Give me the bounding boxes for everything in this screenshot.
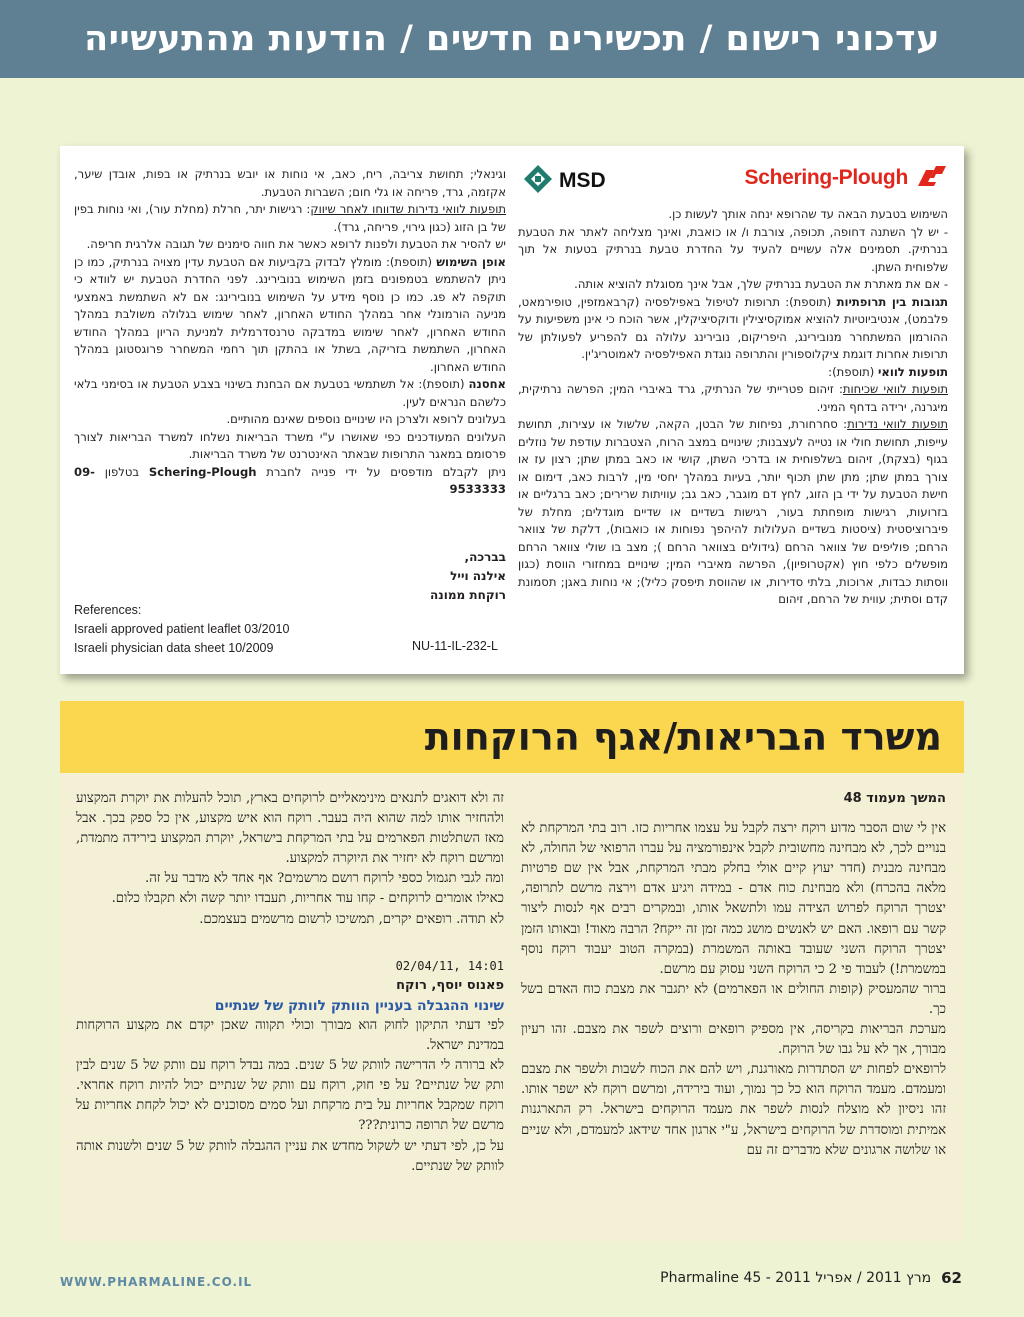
contact-mid: בטלפון	[104, 464, 140, 479]
article-paragraph: לא תודה. רופאים יקרים, תמשיכו לרשום מרשמים בעצמכם.	[199, 911, 504, 927]
schering-plough-logo	[744, 166, 948, 190]
contact-prefix: ניתן לקבלם מודפסים על ידי פנייה לחברת	[266, 464, 507, 479]
ad-paragraph: - יש לך השתנה דחופה, תכופה, צורבת ו/ או כואבת, ואינך מצליחה לאתר את הטבעת בנרתיק. תסמינים אלה עשויים להעיד על החדרת טבעת בנרתיק בטעות אל תוך שלפוחית השתן.	[518, 224, 948, 274]
ad-after-marketing-paragraph	[74, 201, 506, 236]
interactions-text: (תוספת): תרופות לטיפול באפילפסיה (קרבאמזפין, טופירמאט, פלבמט), אנטיביוטיות להוציא אמוקסיצילין ודוקסיציקלין, אשר הוכח כי אינן משפיעות על ההורמון המשתחרר מנובירינג, היפריקום, נובירינג עלולה גם להפריע לפעולתן של תרופות אחרות דוגמת ציקלוספורין והתרופה נוגדת האפילפסיה לאמוטריג'ין.	[518, 294, 948, 361]
spacer	[76, 930, 504, 956]
ad-contact-paragraph	[74, 464, 506, 499]
reference-item: Israeli approved patient leaflet 03/2010	[74, 622, 290, 636]
article-left-column	[76, 789, 504, 1177]
article-paragraph: לפי דעתי התיקון לחוק הוא מבורך וכולי תקווה שאכן יקדם את מקצוע הרוקחות במדינת ישראל.	[76, 1017, 504, 1054]
ad-common-effects-paragraph	[518, 381, 948, 416]
page-number: 62	[941, 1269, 962, 1287]
continued-from-label: המשך מעמוד 48	[843, 791, 946, 806]
ad-left-column	[74, 166, 506, 499]
side-effects-suffix: (תוספת):	[828, 364, 875, 379]
common-effects-label: תופעות לוואי שכיחות	[842, 382, 949, 396]
footer-url: WWW.PHARMALINE.CO.IL	[60, 1275, 253, 1289]
after-marketing-label: תופעות לוואי נדירות שדווחו לאחר שיווק	[310, 202, 506, 216]
ad-signature	[74, 548, 506, 605]
after-marketing-text: : רגישות יתר, חרלת (מחלת עור), ואי נוחות בפין של בן הזוג (כגון גירוי, פריחה, גרד).	[74, 202, 506, 234]
section-title-band	[60, 701, 964, 773]
article-paragraph: לא ברורה לי הדרישה לוותק של 5 שנים. במה נבדל רוקח עם וותק של 5 שנים לבין ותק של שנתיים? על פי חוק, רוקח עם וותק של שנתיים יכול להיות רוקח אחראי. רוקח שמקבל אחריות על בית מרקחת ועל סמים מסוכנים לא יכול לקחת אחריות על מרשם של תרופה כרונית???	[76, 1058, 504, 1134]
msd-mark-icon	[523, 164, 553, 198]
msd-logo	[523, 164, 606, 198]
ad-reference-code: NU-11-IL-232-L	[412, 639, 498, 653]
ad-references	[74, 601, 289, 658]
article-paragraph: אין לי שום הסבר מדוע רוקח ירצה לקבל על עצמו אחריות כזו. רוב בתי המרקחת לא בנויים לכך, לא מבחינה מחשובית לקבל אינפורמציה על עברו הרפואי של החולה, לא מבחינה מבנית (חדר יעוץ קיים אולי בחלק מבתי המרקחת, אבל אין שם פרטיות מלאה בהכרח) ולא מבחינת כוח אדם - במידה ויגיע אדם וירצה מרשם לתרופה, יצטרך הרוקח לפרוש הצידה עמו ולתשאל אותו, ובמקרים רבים אף לנסות ליצור קשר עם רופאו. האם יש לאנשים מושג כמה זמן זה ייקח? הרבה מאוד! ובאותו הזמן יצטרך הרוקח השני שעובד באותה המשמרת (במקרה הטוב יעבוד רוקח נוסף במשמרת!) לעבוד פי 2 כי הרוקח השני עסוק עם מרשם.	[521, 821, 946, 977]
side-effects-label: תופעות לוואי	[877, 364, 948, 379]
ad-right-column	[518, 206, 948, 609]
article-paragraph: כאילו אומרים לרוקחים - קחו עוד אחריות, תעבדו יותר קשה ולא תקבלו כלום.	[111, 891, 504, 907]
ad-paragraph: השימוש בטבעת הבאה עד שהרופא ינחה אותך לעשות כן.	[668, 207, 948, 221]
footer-issue: Pharmaline 45 - 2011 מרץ 2011 / אפריל	[660, 1270, 932, 1286]
ad-paragraph: העלונים המעודכנים כפי שאושרו ע"י משרד הבריאות נשלחו למשרד הבריאות לצורך פרסומם במאגר התרופות שבאתר האינטרנט של משרד הבריאות.	[74, 429, 506, 461]
ad-storage-paragraph	[74, 376, 506, 411]
ad-side-effects-heading	[518, 364, 948, 382]
ad-interactions-paragraph	[518, 294, 948, 364]
comment-timestamp: 14:01 ,02/04/11	[395, 958, 504, 973]
signature-line: בברכה,	[464, 550, 506, 564]
article-body	[60, 773, 964, 1243]
page-header-title: עדכוני רישום / תכשירים חדשים / הודעות מהתעשייה	[84, 19, 940, 59]
reference-item: Israeli physician data sheet 10/2009	[74, 641, 274, 655]
advertisement-box	[60, 146, 964, 674]
references-title: References:	[74, 603, 142, 617]
signature-line: אילנה וייל	[450, 569, 506, 583]
article-right-column	[521, 789, 946, 1161]
rare-effects-label: תופעות לוואי נדירות	[847, 417, 948, 431]
contact-phone: 09-9533333	[74, 464, 506, 496]
usage-text: (תוספת): מומלץ לבדוק בקביעות אם הטבעת עדין מצויה בנרתיק, כמו כן ניתן להשתמש בטמפונים בזמן השימוש בנובירינג. לפני החדרת הטבעת יש לוודא כי תוקפה לא פג. כמו כן נוסף מידע על השימוש בנובירינג: אם לא השתמשת באמצעי מניעה הורמונלי אחר במהלך החודש האחרון, לאחר שימוש בגלולה משולבת במהלך החודש האחרון, לאחר שימוש במדבקה טרנסדרמלית למניעת הריון במהלך החודש האחרון, השתמשת בזריקה, בשתל או בהתקן תוך רחמי המשחרר פרוגסטוגן במהלך החודש האחרון.	[74, 254, 506, 374]
interactions-label: תגובות בין תרופתיות	[836, 294, 949, 309]
article-paragraph: זה ולא דואגים לתנאים מינימאליים לרוקחים בארץ, תוכל להעלות את יוקרת המקצוע ולהחזיר אותו למה שהוא היה בעבר. רוקח הוא איש מקצוע, אין כל ספק בכך. אבל מאז השתלטות הפארמים על בתי המרקחת בישראל, יוקרת המקצוע בירידה מתמדת, ומרשם רוקח לא יחזיר את היוקרה למקצוע.	[76, 791, 504, 867]
ad-paragraph: - אם את מאתרת את הטבעת בנרתיק שלך, אבל אינך מסוגלת להוציא אותה.	[574, 277, 948, 291]
ad-usage-paragraph	[74, 254, 506, 377]
article-paragraph: על כן, לפי דעתי יש לשקול מחדש את עניין ההגבלה לוותק של 5 שנים ולשנות אותה לוותק של שנתיים.	[76, 1138, 504, 1174]
schering-plough-mark-icon	[914, 166, 948, 190]
common-effects-text: : זיהום פטרייתי של הנרתיק, גרד באיברי המין; הפרשה נרתיקית, מיגרנה, ירידה בדחף המיני.	[518, 382, 948, 414]
section-title: משרד הבריאות/אגף הרוקחות	[424, 715, 942, 759]
rare-effects-text: : סחרחורת, נפיחות של הבטן, הקאה, שלשול או עצירות, תחושת עייפות, תחושת חולי או נטייה לעצבנות; שינויים במצב הרוח, הצטברות עודפת של נוזלים בגוף (בצקת), זיהום בשלפוחית או בדרכי השתן, קושי או כאב במתן שתן; רצון עז או צורך במתן שתן; מתן שתן תכוף יותר, בעיות במהלך יחסי מין, לרבות כאב, דימום או חישת הטבעת על ידי בן הזוג, לחץ דם מוגבר, כאב גב; עוויתות שרירים; כאב ברגליים או בזרועות, רגישות מופחתת בעור, רגישות בשדיים או שדיים מוגדלים; מחלת של פיברוציסטית (ציסטות בשדיים העלולות להיהפך נפוחות או כואבות), דלקת של צוואר הרחם; פוליפים של צוואר הרחם (גידולים בצוואר הרחם ); מצב בו שולי צוואר הרחם מופשלים כלפי חוץ (אקטרופיון), הפרשה מאיברי המין; שינויים במחזורי הווסת (כגון ווסתות כבדות, ארוכות, בלתי סדירות, או שהווסת תיפסק כליל); אי נוחות באגן; תסמונת קדם וסתית; עווית של הרחם, זיהום	[518, 417, 948, 606]
article-paragraph: ברור שהמעסיק (קופות החולים או הפארמים) לא יתגבר את מצבת כוח האדם בשל כך.	[521, 981, 946, 1017]
msd-logo-text: MSD	[559, 169, 606, 192]
article-paragraph: ומה לגבי תגמול כספי לרוקח רושם מרשמים? אף אחד לא מדבר על זה.	[145, 871, 504, 887]
ad-paragraph: וגינאלי; תחושת צריבה, ריח, כאב, אי נוחות או יובש בנרתיק או בפות, אובדן שיער, אקזמה, גרד, פריחה או גלי חום; השברות הטבעת.	[74, 167, 506, 199]
page-header-bar	[0, 0, 1024, 78]
ad-paragraph: יש להסיר את הטבעת ולפנות לרופא כאשר את חווה סימנים של תגובה אלרגית חריפה.	[86, 237, 506, 251]
article-paragraph: לרופאים לפחות יש הסתדרות מאורגנת, ויש להם את הכוח לשבות ולשפר את מצבם ומעמדם. מעמד הרוקח הוא כל כך נמוך, ועוד בירידה, ומרשם רוקח לא ישפר אותו. זהו ניסיון לא מוצלח לנסות לשפר את מעמד הרוקחים בישראל. רק התארגנות אמיתית ומוסדרת של הרוקחים בישראל, ע"י ארגון אחד שידאג למעמדם, ולא שניים או שלושה ארגונים שלא מדברים זה עם	[521, 1062, 946, 1158]
comment-subtitle: שינוי ההגבלה בעניין הוותק לוותק של שנתיים	[214, 997, 504, 1014]
ad-rare-effects-paragraph	[518, 416, 948, 609]
usage-label: אופן השימוש	[436, 254, 506, 269]
footer-issue-info	[660, 1269, 962, 1287]
comment-author: פאנוס יוסף, רוקח	[396, 977, 504, 993]
ad-paragraph: בעלונים לרופא ולצרכן היו שינויים נוספים שאינם מהותיים.	[226, 412, 506, 426]
storage-text: (תוספת): אל תשתמשי בטבעת אם הבחנת בשינוי בצבע הטבעת או בסימני בלאי כלשהם הנראים לעין.	[74, 377, 506, 409]
signature-line: רוקחת ממונה	[430, 588, 506, 602]
article-paragraph: מערכת הבריאות בקריסה, אין מספיק רופאים ורוצים לשפר את מצבם. זהו רעיון מבורך, אך לא על גבו של הרוקח.	[521, 1022, 946, 1058]
contact-company: Schering-Plough	[148, 464, 257, 479]
schering-plough-logo-text: Schering-Plough	[744, 166, 908, 189]
storage-label: אחסנה	[468, 377, 506, 391]
